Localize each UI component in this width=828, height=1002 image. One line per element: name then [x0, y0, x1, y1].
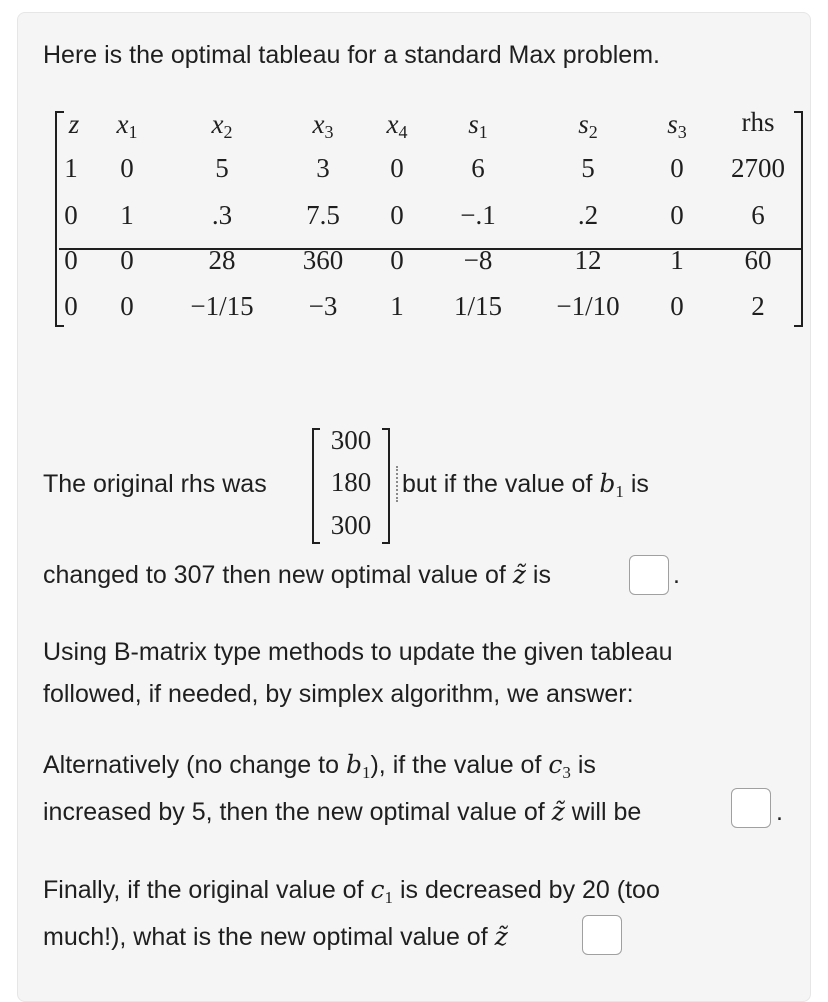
rhs-vector-entry: 300	[330, 510, 372, 540]
q1-mid-text: but if the value of $b_1$ is	[402, 469, 649, 501]
tableau-right-bracket	[794, 111, 803, 327]
tableau-cell: 3	[316, 153, 330, 183]
tableau-cell: 0	[64, 200, 78, 230]
method-line2: followed, if needed, by simplex algorithm, we answer:	[43, 680, 634, 708]
tableau-cell: 0	[64, 245, 78, 275]
rhs-vector-entry: 180	[330, 467, 372, 497]
c1-symbol: $c_1$	[370, 875, 394, 907]
tableau-cell: −.1	[460, 200, 496, 230]
tableau-cell: 5	[215, 153, 229, 183]
intro-text: Here is the optimal tableau for a standard Max problem.	[43, 41, 660, 69]
header-s3: s3	[667, 109, 687, 142]
tableau-cell: 60	[744, 245, 772, 275]
tableau-cell: 0	[390, 200, 404, 230]
c3-symbol: $c_3$	[548, 750, 571, 782]
q1-pre-text: The original rhs was	[43, 470, 267, 498]
header-s2: s2	[578, 109, 598, 142]
tableau-cell: 0	[120, 245, 134, 275]
tableau-cell: 28	[208, 245, 236, 275]
b1-symbol: $b_1$	[599, 469, 624, 501]
tableau-cell: 1	[120, 200, 134, 230]
header-s1: s1	[468, 109, 488, 142]
tableau-cell: .3	[211, 200, 233, 230]
method-line1: Using B-matrix type methods to update the given tableau	[43, 638, 673, 666]
tableau-cell: −8	[463, 245, 493, 275]
z-symbol: z̃	[551, 797, 565, 826]
header-rhs: rhs	[741, 107, 775, 137]
tableau-cell: 2	[751, 291, 765, 321]
b1-symbol: $b_1$	[345, 750, 371, 782]
q2-end: .	[776, 798, 783, 826]
tableau-cell: 7.5	[306, 200, 340, 230]
header-x2: x2	[211, 109, 233, 142]
tableau-cell: 6	[471, 153, 485, 183]
header-x4: x4	[386, 109, 408, 142]
tableau-cell: 1	[670, 245, 684, 275]
rhs-vector	[310, 424, 392, 544]
header-x1: x1	[116, 109, 138, 142]
q2-line1: Alternatively (no change to $b_1$), if the value of $c_3$ is	[43, 750, 596, 782]
vector-separator	[396, 466, 398, 502]
tableau-cell: 6	[751, 200, 765, 230]
q1-line2: changed to 307 then new optimal value of z̃ is	[43, 560, 551, 589]
answer-box-3[interactable]	[582, 915, 622, 955]
rhs-vector-entry: 300	[330, 425, 372, 455]
tableau-cell: −3	[308, 291, 338, 321]
tableau-cell: 0	[670, 200, 684, 230]
tableau-cell: 12	[574, 245, 602, 275]
answer-box-2[interactable]	[731, 788, 771, 828]
tableau-cell: 0	[64, 291, 78, 321]
tableau-cell: .2	[577, 200, 599, 230]
answer-box-1[interactable]	[629, 555, 669, 595]
tableau-cell: 0	[670, 291, 684, 321]
tableau-left-bracket	[55, 111, 64, 327]
z-symbol: z̃	[512, 560, 526, 589]
tableau-cell: 5	[581, 153, 595, 183]
tableau-cell: 360	[302, 245, 344, 275]
tableau-cell: 2700	[731, 153, 785, 183]
tableau-cell: 1/15	[453, 291, 503, 321]
tableau-cell: 0	[390, 153, 404, 183]
q2-line2: increased by 5, then the new optimal value of z̃ will be	[43, 797, 642, 826]
header-x3: x3	[312, 109, 334, 142]
tableau-cell: 1	[64, 153, 78, 183]
tableau-header-rule	[59, 248, 803, 250]
header-z: z	[68, 109, 80, 139]
tableau-cell: 1	[390, 291, 404, 321]
q3-line1: Finally, if the original value of $c_1$ is decreased by 20 (too	[43, 875, 660, 907]
q3-line2: much!), what is the new optimal value of z̃	[43, 922, 508, 951]
tableau-cell: 0	[120, 291, 134, 321]
q1-end: .	[673, 561, 680, 589]
tableau-cell: 0	[120, 153, 134, 183]
tableau-cell: −1/15	[190, 291, 254, 321]
z-symbol: z̃	[494, 922, 508, 951]
tableau-cell: −1/10	[556, 291, 620, 321]
tableau-cell: 0	[670, 153, 684, 183]
tableau	[55, 101, 803, 330]
tableau-cell: 0	[390, 245, 404, 275]
